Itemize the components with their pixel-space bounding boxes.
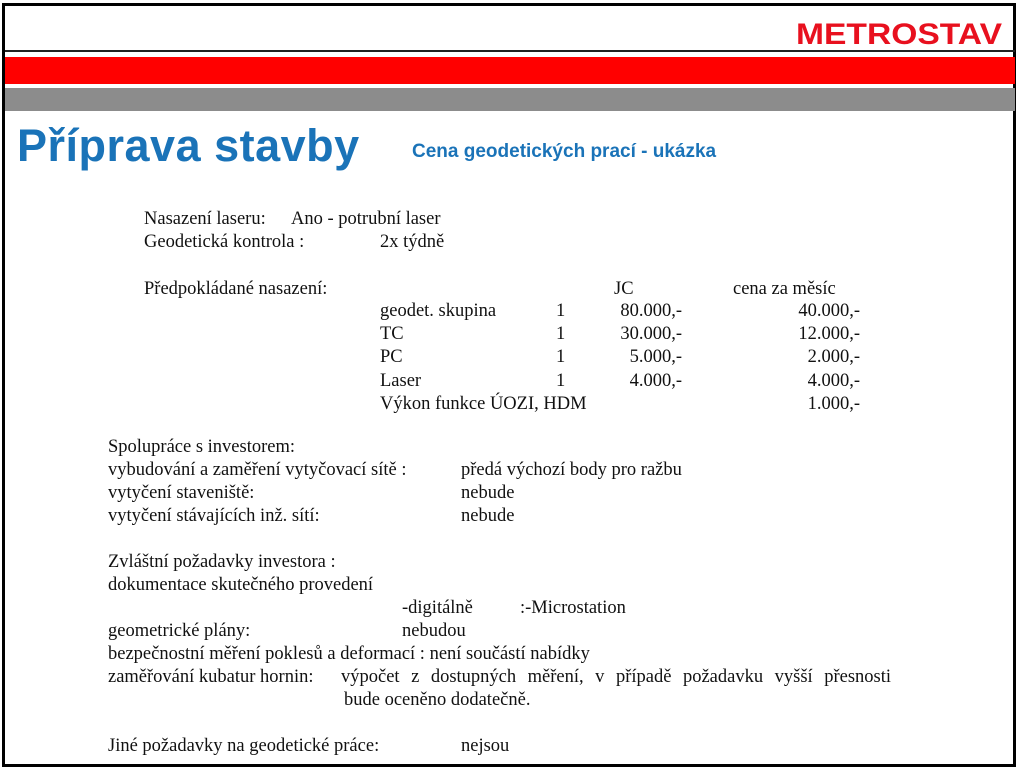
table-row-jc: 5.000,- <box>629 347 682 367</box>
table-row-qty: 1 <box>556 324 566 344</box>
cubature-value-line2: bude oceněno dodatečně. <box>344 690 531 710</box>
table-row-month: 12.000,- <box>798 324 860 344</box>
cooperation-heading: Spolupráce s investorem: <box>108 437 296 457</box>
documentation-label: dokumentace skutečného provedení <box>108 575 374 595</box>
table-row-month: 4.000,- <box>807 371 860 391</box>
plans-label: geometrické plány: <box>108 621 251 641</box>
table-extra-month: 1.000,- <box>807 394 860 414</box>
digital-format: -digitálně <box>402 598 473 618</box>
control-label: Geodetická kontrola : <box>144 232 305 252</box>
cooperation-item-label: vytyčení stávajících inž. sítí: <box>108 506 320 526</box>
table-row-jc: 30.000,- <box>620 324 682 344</box>
table-row-month: 2.000,- <box>807 347 860 367</box>
cooperation-item-label: vybudování a zaměření vytyčovací sítě : <box>108 460 407 480</box>
page-subtitle: Cena geodetických prací - ukázka <box>412 141 717 162</box>
table-row-name: PC <box>380 347 403 367</box>
special-heading: Zvláštní požadavky investora : <box>108 552 336 572</box>
plans-value: nebudou <box>402 621 466 641</box>
laser-value: Ano - potrubní laser <box>291 209 441 229</box>
cooperation-item-value: nebude <box>461 483 515 503</box>
gray-band <box>5 88 1015 111</box>
table-row-name: TC <box>380 324 404 344</box>
microstation-format: :-Microstation <box>520 598 626 618</box>
cubature-label: zaměřování kubatur hornin: <box>108 667 314 687</box>
table-row-qty: 1 <box>556 371 566 391</box>
control-value: 2x týdně <box>380 232 445 252</box>
table-row-qty: 1 <box>556 347 566 367</box>
table-extra-name: Výkon funkce ÚOZI, HDM <box>380 394 587 414</box>
table-row-month: 40.000,- <box>798 301 860 321</box>
header-divider <box>5 50 1015 52</box>
cooperation-item-value: předá výchozí body pro ražbu <box>461 460 682 480</box>
table-row-name: Laser <box>380 371 422 391</box>
laser-label: Nasazení laseru: <box>144 209 266 229</box>
table-row-name: geodet. skupina <box>380 301 497 321</box>
cooperation-item-label: vytyčení staveniště: <box>108 483 255 503</box>
cubature-value-line1: výpočet z dostupných měření, v případě požadavku vyšší přesnosti <box>341 667 891 687</box>
red-band <box>5 57 1015 84</box>
table-row-jc: 4.000,- <box>629 371 682 391</box>
table-row-jc: 80.000,- <box>620 301 682 321</box>
safety-measurement: bezpečnostní měření poklesů a deformací : není součástí nabídky <box>108 644 590 664</box>
column-header-jc: JC <box>614 279 634 299</box>
column-header-month: cena za měsíc <box>733 279 836 299</box>
table-row-qty: 1 <box>556 301 566 321</box>
deployment-label: Předpokládané nasazení: <box>144 279 328 299</box>
metrostav-logo <box>796 14 1004 50</box>
cooperation-item-value: nebude <box>461 506 515 526</box>
other-requirements-label: Jiné požadavky na geodetické práce: <box>108 736 380 756</box>
other-requirements-value: nejsou <box>461 736 510 756</box>
svg-text:METROSTAV: METROSTAV <box>796 18 1002 50</box>
page-title: Příprava stavby <box>17 120 360 171</box>
